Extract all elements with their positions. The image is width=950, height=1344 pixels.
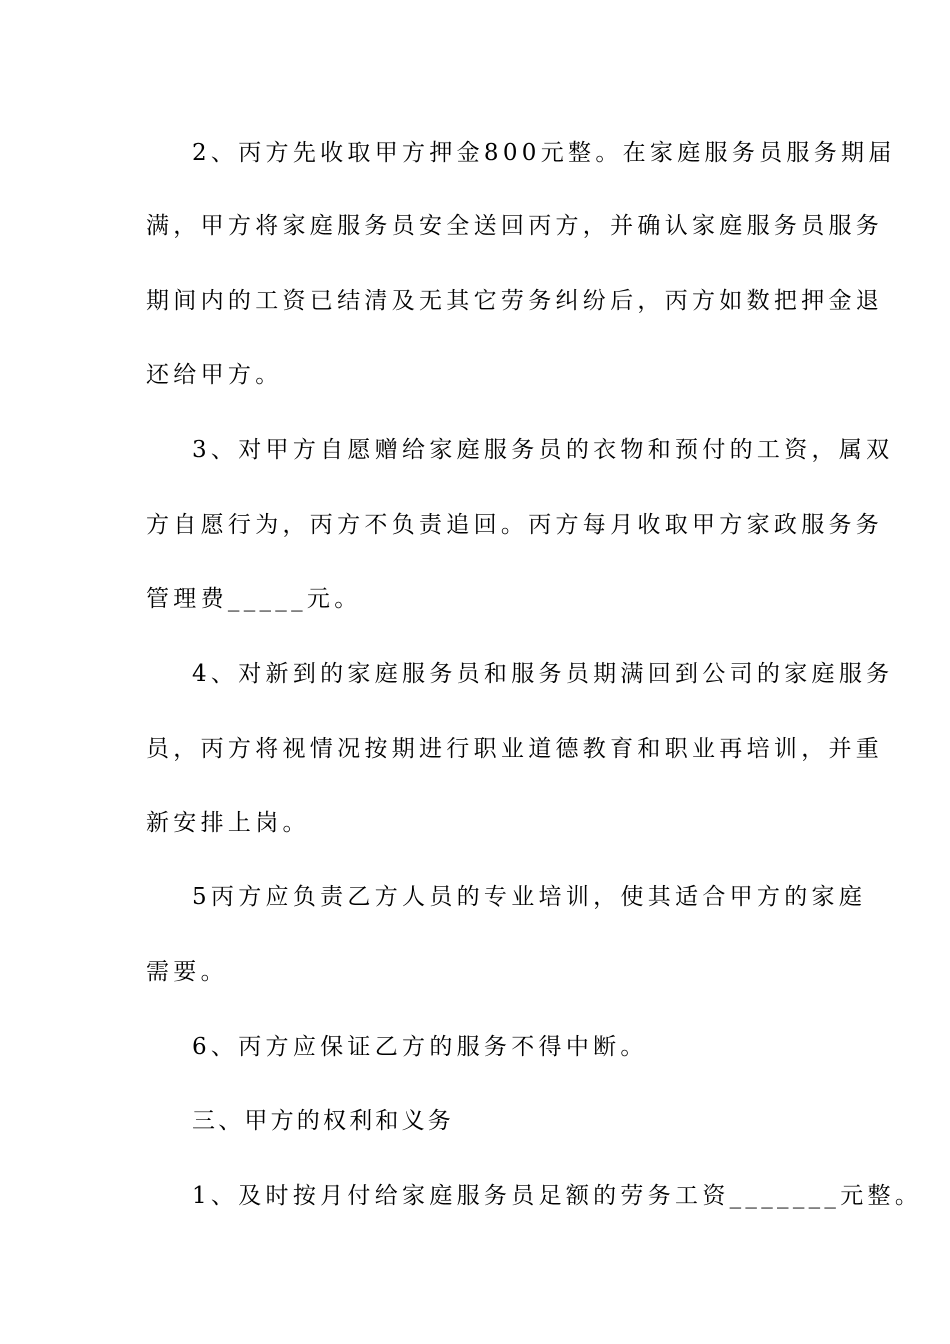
clause-2-line-3: 期间内的工资已结清及无其它劳务纠纷后，丙方如数把押金退	[146, 288, 884, 314]
clause-1-line-1: 1、及时按月付给家庭服务员足额的劳务工资_______元整。	[192, 1183, 923, 1209]
clause-2-line-4: 还给甲方。	[146, 362, 283, 388]
clause-3-line-2: 方自愿行为，丙方不负责追回。丙方每月收取甲方家政服务务	[146, 512, 884, 538]
clause-3-line-3: 管理费_____元。	[146, 586, 362, 612]
section-heading: 三、甲方的权利和义务	[192, 1108, 454, 1134]
clause-3-line-1: 3、对甲方自愿赠给家庭服务员的衣物和预付的工资，属双	[192, 437, 894, 463]
clause-5-line-2: 需要。	[146, 959, 228, 985]
clause-6-line-1: 6、丙方应保证乙方的服务不得中断。	[192, 1034, 648, 1060]
clause-4-line-3: 新安排上岗。	[146, 810, 310, 836]
clause-4-line-2: 员，丙方将视情况按期进行职业道德教育和职业再培训，并重	[146, 736, 884, 762]
clause-2-line-1: 2、丙方先收取甲方押金800元整。在家庭服务员服务期届	[192, 140, 896, 166]
clause-5-line-1: 5丙方应负责乙方人员的专业培训，使其适合甲方的家庭	[192, 884, 867, 910]
clause-4-line-1: 4、对新到的家庭服务员和服务员期满回到公司的家庭服务	[192, 661, 894, 687]
clause-2-line-2: 满，甲方将家庭服务员安全送回丙方，并确认家庭服务员服务	[146, 213, 884, 239]
